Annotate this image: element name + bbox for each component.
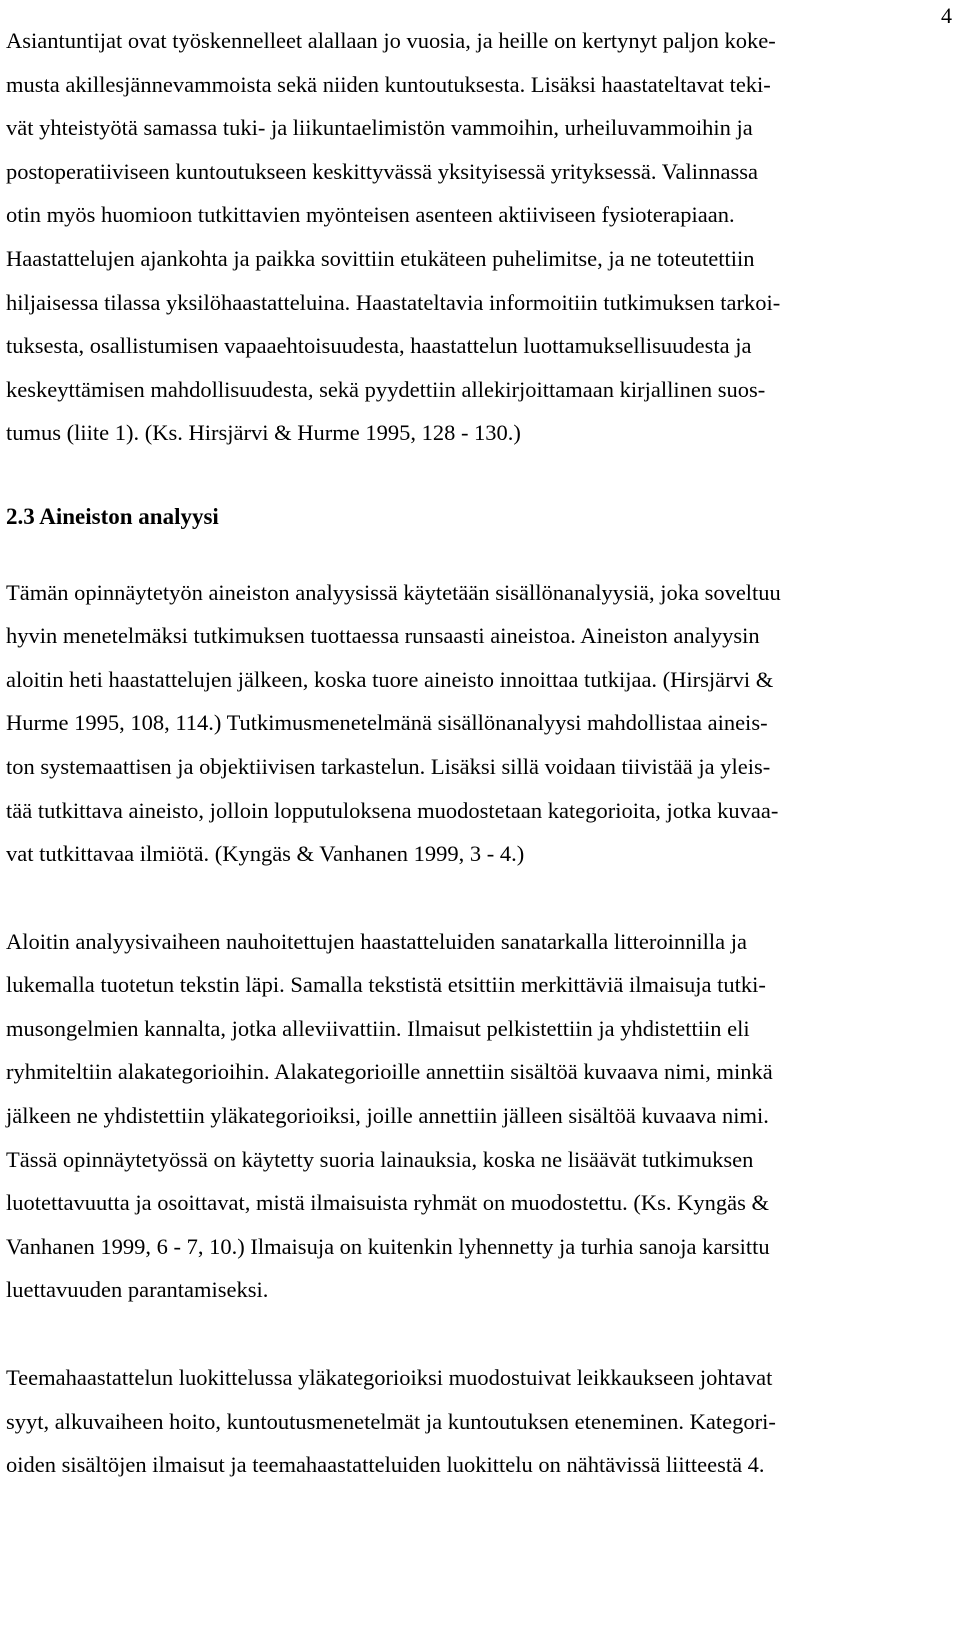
- paragraph-analysis-phase: Aloitin analyysivaiheen nauhoitettujen haastatteluiden sanatarkalla litteroinnilla ja lukemalla tuotetun tekstin läpi. Samalla tekstistä etsittiin merkittäviä ilmaisuja tutki- musongelmien kannalta, jotka alleviivattiin. Ilmaisut pelkistettiin ja yhdistettiin eli ryhmiteltiin alakategorioihin. Alakategorioille annettiin sisältöä kuvaava nimi, minkä jälkeen ne yhdistettiin yläkategorioiksi, joille annettiin jälleen sisältöä kuvaava nimi. Tässä opinnäytetyössä on käytetty suoria lainauksia, koska ne lisäävät tutkimuksen luotettavuutta ja osoittavat, mistä ilmaisuista ryhmät on muodostettu. (Ks. Kyngäs & Vanhanen 1999, 6 - 7, 10.) Ilmaisuja on kuitenkin lyhennetty ja turhia sanoja karsittu luettavuuden parantamiseksi.: [6, 928, 773, 1303]
- paragraph-content-analysis: Tämän opinnäytetyön aineiston analyysissä käytetään sisällönanalyysiä, joka soveltuu hyvin menetelmäksi tutkimuksen tuottaessa runsaasti aineistoa. Aineiston analyysin aloitin heti haastattelujen jälkeen, koska tuore aineisto innoittaa tutkijaa. (Hirsjärvi & Hurme 1995, 108, 114.) Tutkimusmenetelmänä sisällönanalyysi mahdollistaa aineis- ton systemaattisen ja objektiivisen tarkastelun. Lisäksi sillä voidaan tiivistää ja yleis- tää tutkittava aineisto, jolloin lopputuloksena muodostetaan kategorioita, jotka kuvaa- vat tutkittavaa ilmiötä. (Kyngäs & Vanhanen 1999, 3 - 4.): [6, 579, 781, 867]
- paragraph-interviewees: Asiantuntijat ovat työskennelleet alallaan jo vuosia, ja heille on kertynyt paljon koke- musta akillesjännevammoista sekä niiden kuntoutuksesta. Lisäksi haastateltavat teki- vät yhteistyötä samassa tuki- ja liikuntaelimistön vammoihin, urheiluvammoihin ja postoperatiiviseen kuntoutukseen keskittyvässä yksityisessä yrityksessä. Valinnassa otin myös huomioon tutkittavien myönteisen asenteen aktiiviseen fysioterapiaan. Haastattelujen ajankohta ja paikka sovittiin etukäteen puhelimitse, ja ne toteutettiin hiljaisessa tilassa yksilöhaastatteluina. Haastateltavia informoitiin tutkimuksen tarkoi- tuksesta, osallistumisen vapaaehtoisuudesta, haastattelun luottamuksellisuudesta ja keskeyttämisen mahdollisuudesta, sekä pyydettiin allekirjoittamaan kirjallinen suos- tumus (liite 1). (Ks. Hirsjärvi & Hurme 1995, 128 - 130.): [6, 28, 781, 446]
- paragraph-classification: Teemahaastattelun luokittelussa yläkategorioiksi muodostuivat leikkaukseen johtavat syyt, alkuvaiheen hoito, kuntoutusmenetelmät ja kuntoutuksen eteneminen. Kategori- oiden sisältöjen ilmaisut ja teemahaastatteluiden luokittelu on nähtävissä liitteestä 4.: [6, 1365, 776, 1478]
- document-body: [6, 19, 912, 1487]
- page-number: 4: [941, 3, 952, 28]
- section-heading: 2.3 Aineiston analyysi: [6, 503, 219, 529]
